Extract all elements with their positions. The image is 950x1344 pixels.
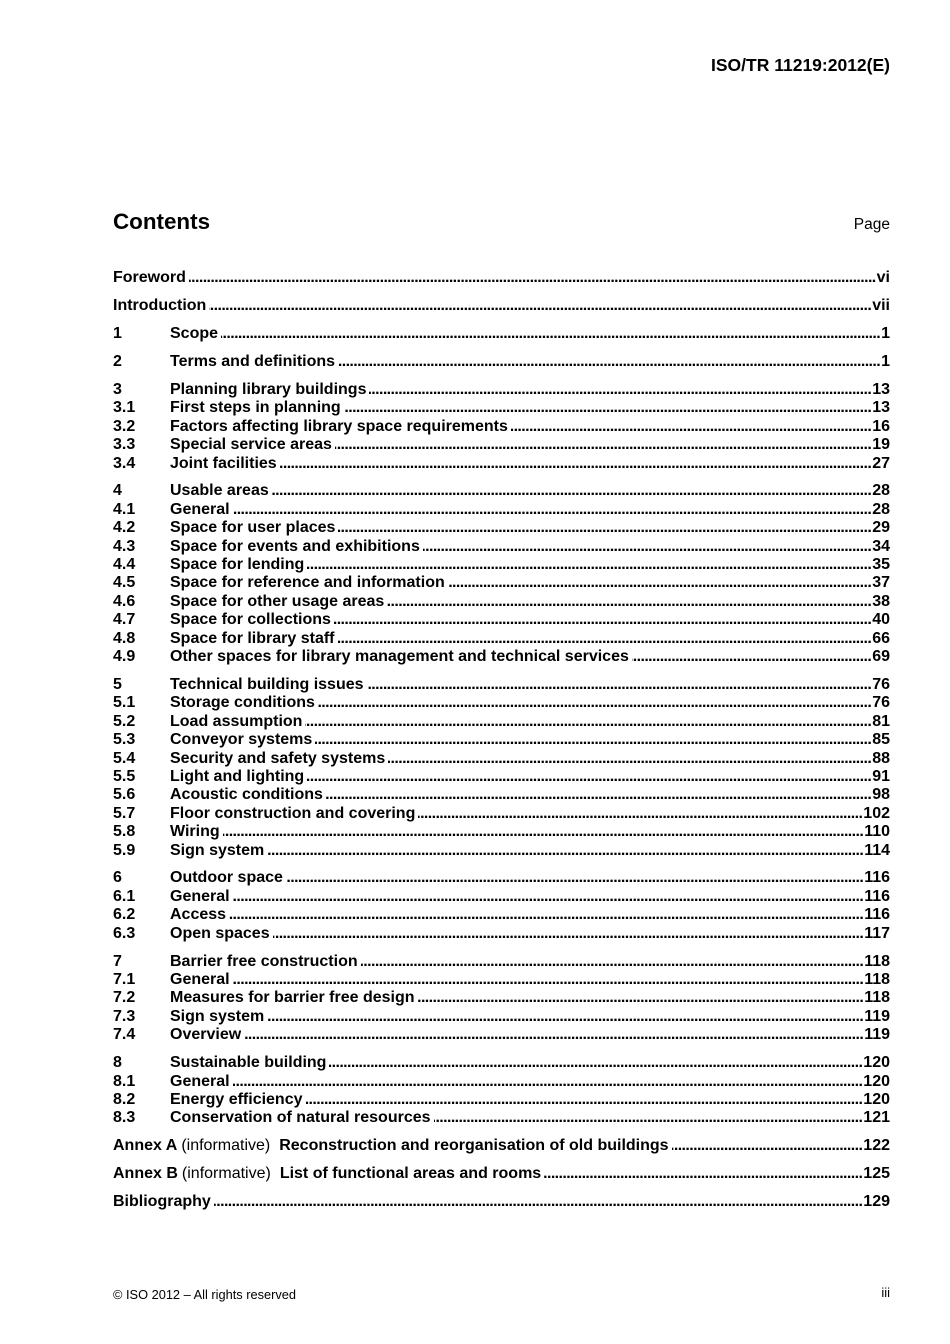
entry-title: Usable areas [170, 482, 269, 500]
toc-group [113, 297, 890, 315]
page-number: 19 [872, 436, 890, 454]
page-number: 118 [864, 989, 890, 1007]
dot-leader [233, 971, 864, 989]
section-number: 8.2 [113, 1090, 136, 1108]
page-number: 88 [872, 749, 890, 767]
dot-leader [361, 953, 864, 971]
page-number: 66 [872, 629, 890, 647]
dot-leader [280, 455, 872, 473]
dot-leader [338, 519, 871, 537]
page-number: 13 [872, 399, 890, 417]
page-number: 119 [864, 1026, 890, 1044]
entry-title: First steps in planning [170, 399, 341, 417]
section-number: 4.6 [113, 592, 136, 610]
dot-leader [233, 501, 872, 519]
dot-leader [244, 1026, 863, 1044]
page-number: 27 [872, 454, 890, 472]
entry-title: Space for user places [170, 519, 336, 537]
page-number: 116 [864, 869, 890, 887]
toc-entry-2[interactable] [113, 353, 890, 371]
page-number: 69 [872, 648, 890, 665]
dot-leader [273, 925, 864, 943]
page-number: vii [872, 296, 890, 314]
dot-leader [334, 611, 871, 629]
toc-entry-6[interactable] [113, 869, 890, 887]
entry-title: Space for lending [170, 556, 305, 574]
toc-group [113, 1137, 890, 1155]
section-number: 4.1 [113, 500, 136, 518]
entry-title: Factors affecting library space requirements [170, 417, 508, 435]
entry-title: Space for reference and information [170, 574, 445, 592]
page-number: 121 [863, 1109, 890, 1127]
annex-title: Reconstruction and reorganisation of old buildings [279, 1137, 669, 1155]
entry-title: Sign system [170, 1007, 265, 1025]
toc-entry-5-8[interactable] [113, 823, 890, 841]
dot-leader [229, 906, 863, 924]
page-number: 120 [863, 1072, 890, 1090]
entry-title: Special service areas [170, 436, 332, 454]
page-number: 119 [864, 1007, 890, 1025]
entry-title: Overview [170, 1026, 242, 1044]
dot-leader [233, 1073, 863, 1091]
toc-entry-foreword[interactable] [113, 269, 890, 287]
toc-entry-5-9[interactable] [113, 842, 890, 860]
section-number: 4.7 [113, 611, 136, 629]
page-number: 28 [872, 482, 890, 500]
page-number: 110 [864, 823, 890, 841]
entry-title [113, 1165, 544, 1183]
section-number: 3.4 [113, 454, 136, 472]
dot-leader [388, 750, 871, 768]
toc-group [113, 1193, 890, 1211]
entry-title: Acoustic conditions [170, 786, 323, 804]
toc-entry-3-1[interactable] [113, 399, 890, 417]
entry-title: General [170, 887, 230, 905]
entry-title: Space for events and exhibitions [170, 537, 420, 555]
section-number: 2 [113, 352, 122, 370]
section-number: 6.2 [113, 906, 136, 924]
page-number: 76 [872, 694, 890, 712]
entry-title: Security and safety systems [170, 749, 386, 767]
entry-title: Storage conditions [170, 694, 315, 712]
toc-group [113, 353, 890, 371]
dot-leader [344, 399, 872, 417]
toc-entry-4-2[interactable] [113, 519, 890, 537]
toc-group [113, 325, 890, 343]
section-number: 7.1 [113, 971, 136, 989]
dot-leader [221, 325, 880, 343]
toc-entry-8-1[interactable] [113, 1073, 890, 1091]
page-title: Contents [113, 209, 211, 234]
toc-entry-4-3[interactable] [113, 538, 890, 556]
page-number: 116 [864, 906, 890, 924]
page-number: vi [876, 269, 890, 286]
entry-title [113, 1137, 672, 1155]
dot-leader [632, 648, 871, 666]
entry-title: Technical building issues [170, 675, 364, 693]
dot-leader [387, 593, 871, 611]
page-number: 34 [872, 537, 890, 555]
toc-entry-4-4[interactable] [113, 556, 890, 574]
toc-entry-8-3[interactable] [113, 1109, 890, 1127]
entry-title: Other spaces for library management and technical services [170, 648, 629, 665]
section-number: 4 [113, 482, 122, 500]
toc-entry-5[interactable] [113, 676, 890, 694]
toc-entry-4-9[interactable] [113, 648, 890, 666]
dot-leader [544, 1165, 862, 1183]
footer-page-number: iii [881, 1285, 890, 1300]
entry-title: Conveyor systems [170, 731, 313, 749]
toc-group [113, 269, 890, 287]
section-number: 5 [113, 675, 122, 693]
section-number: 3.1 [113, 399, 136, 417]
entry-title: Energy efficiency [170, 1090, 303, 1108]
toc-entry-7-1[interactable] [113, 971, 890, 989]
section-number: 5.9 [113, 841, 136, 859]
section-number: 1 [113, 324, 122, 342]
page-number: 1 [881, 324, 890, 342]
page-number: 118 [864, 971, 890, 989]
page-number: 98 [872, 786, 890, 804]
entry-title: Sustainable building [170, 1054, 327, 1072]
section-number: 3.2 [113, 417, 136, 435]
page-number: 117 [864, 924, 890, 942]
page-number: 40 [872, 611, 890, 629]
page-number: 118 [864, 952, 890, 970]
page-number: 85 [872, 731, 890, 749]
toc-entry-3[interactable] [113, 381, 890, 399]
annex-label: Annex A [113, 1137, 178, 1155]
section-number: 3.3 [113, 436, 136, 454]
page-number: 28 [872, 500, 890, 518]
entry-title: Planning library buildings [170, 380, 367, 398]
page-column-label: Page [853, 216, 890, 233]
toc-entry-8[interactable] [113, 1054, 890, 1072]
page-number: 116 [864, 887, 890, 905]
entry-title: Foreword [113, 269, 186, 286]
annex-note: (informative) [181, 1137, 271, 1155]
page-number: 120 [863, 1090, 890, 1108]
document-identifier: ISO/TR 11219:2012(E) [711, 55, 890, 75]
toc-entry-5-2[interactable] [113, 713, 890, 731]
page-number: 120 [863, 1054, 890, 1072]
page-number: 125 [863, 1165, 890, 1183]
dot-leader [305, 713, 871, 731]
dot-leader [369, 381, 871, 399]
section-number: 6.3 [113, 924, 136, 942]
toc-entry-6-3[interactable] [113, 925, 890, 943]
annex-title: List of functional areas and rooms [279, 1165, 542, 1183]
toc-entry-4-7[interactable] [113, 611, 890, 629]
entry-title: Bibliography [113, 1193, 211, 1211]
dot-leader [448, 574, 871, 592]
section-number: 5.6 [113, 786, 136, 804]
entry-title: Floor construction and covering [170, 804, 416, 822]
toc-entry-3-2[interactable] [113, 418, 890, 436]
toc-group [113, 482, 890, 666]
page-number: 1 [881, 352, 890, 370]
toc-entry-6-2[interactable] [113, 906, 890, 924]
page-number: 76 [872, 675, 890, 693]
dot-leader [272, 482, 871, 500]
section-number: 5.5 [113, 767, 136, 785]
dot-leader [267, 1008, 863, 1026]
entry-title: Access [170, 906, 227, 924]
page-number: 122 [863, 1137, 890, 1155]
entry-title: General [170, 1072, 230, 1090]
page-number: 16 [872, 417, 890, 435]
section-number: 6 [113, 869, 122, 887]
dot-leader [233, 888, 864, 906]
toc-entry-7-2[interactable] [113, 989, 890, 1007]
section-number: 8.1 [113, 1072, 136, 1090]
section-number: 3 [113, 380, 122, 398]
toc-entry-7[interactable] [113, 953, 890, 971]
dot-leader [326, 786, 871, 804]
toc-entry-bibliography[interactable] [113, 1193, 890, 1211]
toc-entry-8-2[interactable] [113, 1091, 890, 1109]
dot-leader [223, 823, 864, 841]
entry-title: Measures for barrier free design [170, 989, 415, 1007]
toc-group [113, 676, 890, 860]
section-number: 5.2 [113, 712, 136, 730]
section-number: 5.1 [113, 694, 136, 712]
toc-entry-annex-a[interactable] [113, 1137, 890, 1155]
page-number: 102 [863, 804, 890, 822]
section-number: 7 [113, 952, 122, 970]
dot-leader [511, 418, 871, 436]
dot-leader [329, 1054, 862, 1072]
dot-leader [307, 768, 871, 786]
page-number: 38 [872, 592, 890, 610]
page-number: 81 [872, 712, 890, 730]
section-number: 4.4 [113, 556, 136, 574]
entry-title: Introduction [113, 296, 207, 314]
entry-title: Space for collections [170, 611, 331, 629]
section-number: 8.3 [113, 1109, 136, 1127]
dot-leader [267, 842, 863, 860]
toc-group [113, 869, 890, 943]
dot-leader [209, 297, 871, 315]
entry-title: Sign system [170, 841, 265, 859]
section-number: 6.1 [113, 887, 136, 905]
toc-entry-7-3[interactable] [113, 1008, 890, 1026]
dot-leader [338, 353, 880, 371]
toc-entry-5-1[interactable] [113, 694, 890, 712]
entry-title: General [170, 500, 230, 518]
toc-entry-4-6[interactable] [113, 593, 890, 611]
section-number: 7.2 [113, 989, 136, 1007]
dot-leader [418, 989, 864, 1007]
annex-note: (informative) [181, 1165, 271, 1183]
toc-entry-5-4[interactable] [113, 750, 890, 768]
toc-group [113, 953, 890, 1045]
toc-entry-1[interactable] [113, 325, 890, 343]
entry-title: Load assumption [170, 712, 303, 730]
dot-leader [338, 630, 872, 648]
toc-entry-4[interactable] [113, 482, 890, 500]
toc-entry-4-8[interactable] [113, 630, 890, 648]
entry-title: Barrier free construction [170, 952, 358, 970]
section-number: 4.2 [113, 519, 136, 537]
entry-title: Joint facilities [170, 454, 277, 472]
toc-entry-5-5[interactable] [113, 768, 890, 786]
dot-leader [335, 436, 871, 454]
toc-entry-6-1[interactable] [113, 888, 890, 906]
dot-leader [367, 676, 872, 694]
dot-leader [418, 805, 862, 823]
toc-entry-5-3[interactable] [113, 731, 890, 749]
section-number: 4.8 [113, 629, 136, 647]
toc-entry-introduction[interactable] [113, 297, 890, 315]
dot-leader [672, 1137, 863, 1155]
entry-title: Conservation of natural resources [170, 1109, 431, 1127]
entry-title: Space for other usage areas [170, 592, 385, 610]
toc-entry-7-4[interactable] [113, 1026, 890, 1044]
section-number: 5.8 [113, 823, 136, 841]
table-of-contents [113, 269, 890, 1212]
entry-title: General [170, 971, 230, 989]
dot-leader [315, 731, 871, 749]
entry-title: Terms and definitions [170, 352, 336, 370]
entry-title: Light and lighting [170, 767, 305, 785]
section-number: 4.3 [113, 537, 136, 555]
entry-title: Wiring [170, 823, 220, 841]
page-number: 37 [872, 574, 890, 592]
toc-group [113, 1165, 890, 1183]
dot-leader [434, 1109, 863, 1127]
toc-entry-4-1[interactable] [113, 501, 890, 519]
entry-title: Scope [170, 324, 219, 342]
dot-leader [214, 1193, 863, 1211]
dot-leader [318, 694, 871, 712]
dot-leader [307, 556, 871, 574]
page-number: 13 [872, 380, 890, 398]
entry-title: Space for library staff [170, 629, 335, 647]
page-number: 91 [872, 767, 890, 785]
dot-leader [306, 1091, 863, 1109]
toc-entry-4-5[interactable] [113, 574, 890, 592]
dot-leader [189, 269, 876, 287]
toc-entry-5-7[interactable] [113, 805, 890, 823]
dot-leader [286, 869, 863, 887]
annex-label: Annex B [113, 1165, 178, 1183]
toc-entry-3-4[interactable] [113, 455, 890, 473]
section-number: 4.9 [113, 648, 136, 665]
section-number: 4.5 [113, 574, 136, 592]
toc-group [113, 381, 890, 473]
toc-entry-5-6[interactable] [113, 786, 890, 804]
page-number: 114 [864, 841, 890, 859]
section-number: 7.3 [113, 1007, 136, 1025]
page-number: 129 [863, 1193, 890, 1211]
toc-entry-annex-b[interactable] [113, 1165, 890, 1183]
section-number: 8 [113, 1054, 122, 1072]
dot-leader [423, 538, 871, 556]
section-number: 5.3 [113, 731, 136, 749]
section-number: 5.4 [113, 749, 136, 767]
contents-heading [113, 208, 890, 236]
entry-title: Outdoor space [170, 869, 283, 887]
page-number: 35 [872, 556, 890, 574]
toc-group [113, 1054, 890, 1128]
page-number: 29 [872, 519, 890, 537]
section-number: 5.7 [113, 804, 136, 822]
toc-entry-3-3[interactable] [113, 436, 890, 454]
copyright-notice: © ISO 2012 – All rights reserved [113, 1287, 296, 1302]
entry-title: Open spaces [170, 924, 270, 942]
section-number: 7.4 [113, 1026, 136, 1044]
